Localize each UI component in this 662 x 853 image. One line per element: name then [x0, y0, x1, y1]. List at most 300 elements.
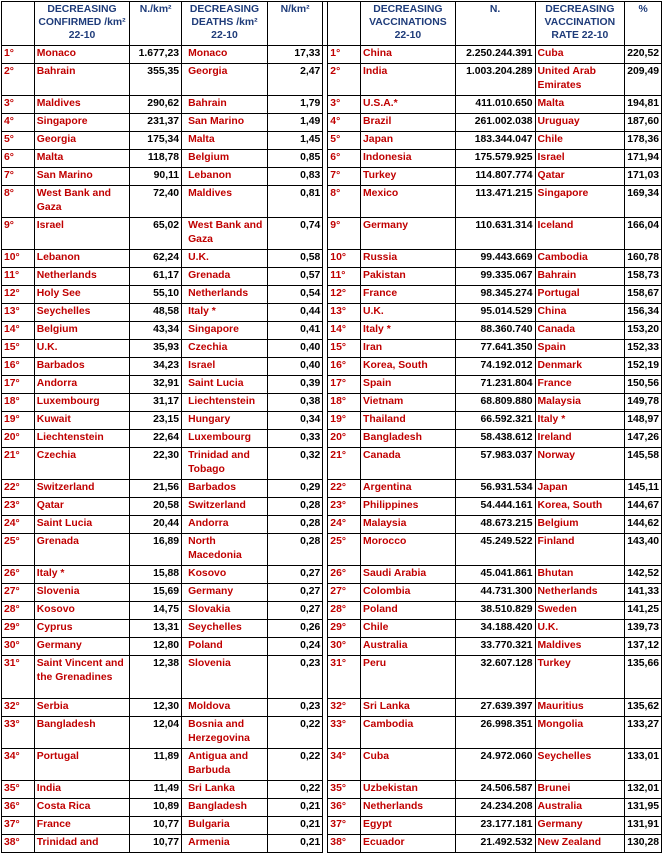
vaccinations-country: Thailand — [361, 412, 456, 430]
confirmed-value: 32,91 — [130, 376, 182, 394]
vaccinations-value: 27.639.397 — [455, 699, 535, 717]
deaths-value: 0,54 — [267, 286, 322, 304]
rank-right: 35° — [328, 781, 361, 799]
rate-value: 187,60 — [625, 114, 662, 132]
header-rank-left — [2, 2, 35, 46]
vaccinations-value: 26.998.351 — [455, 717, 535, 749]
table-row — [2, 218, 662, 250]
confirmed-value: 55,10 — [130, 286, 182, 304]
rate-value: 144,67 — [625, 498, 662, 516]
deaths-value: 0,44 — [267, 304, 322, 322]
vaccinations-value: 21.492.532 — [455, 835, 535, 853]
confirmed-value: 10,77 — [130, 817, 182, 835]
rate-value: 220,52 — [625, 46, 662, 64]
deaths-country: Hungary — [182, 412, 268, 430]
confirmed-value: 12,80 — [130, 638, 182, 656]
rate-country: Canada — [535, 322, 625, 340]
rank-right: 22° — [328, 480, 361, 498]
vaccinations-country: Iran — [361, 340, 456, 358]
vaccinations-country: Indonesia — [361, 150, 456, 168]
rank-right: 2° — [328, 64, 361, 96]
rank-left: 25° — [2, 534, 35, 566]
rate-country: Finland — [535, 534, 625, 566]
confirmed-value: 62,24 — [130, 250, 182, 268]
vaccinations-value: 1.003.204.289 — [455, 64, 535, 96]
vaccinations-country: Colombia — [361, 584, 456, 602]
confirmed-country: Luxembourg — [34, 394, 129, 412]
deaths-country: Bahrain — [182, 96, 268, 114]
table-row — [2, 268, 662, 286]
deaths-country: Switzerland — [182, 498, 268, 516]
deaths-country: Seychelles — [182, 620, 268, 638]
rate-value: 132,01 — [625, 781, 662, 799]
rank-right: 6° — [328, 150, 361, 168]
header-confirmed-unit: N./km² — [130, 2, 182, 46]
rate-country: Norway — [535, 448, 625, 480]
rate-value: 144,62 — [625, 516, 662, 534]
vaccinations-value: 56.931.534 — [455, 480, 535, 498]
vaccinations-value: 33.770.321 — [455, 638, 535, 656]
deaths-country: Liechtenstein — [182, 394, 268, 412]
deaths-value: 0,32 — [267, 448, 322, 480]
rate-value: 131,91 — [625, 817, 662, 835]
deaths-value: 0,21 — [267, 835, 322, 853]
deaths-country: U.K. — [182, 250, 268, 268]
deaths-country: Bangladesh — [182, 799, 268, 817]
table-row — [2, 114, 662, 132]
vaccinations-country: Peru — [361, 656, 456, 699]
deaths-value: 0,22 — [267, 717, 322, 749]
confirmed-value: 15,88 — [130, 566, 182, 584]
rate-value: 153,20 — [625, 322, 662, 340]
rank-left: 31° — [2, 656, 35, 699]
deaths-country: Maldives — [182, 186, 268, 218]
deaths-value: 0,81 — [267, 186, 322, 218]
rank-right: 29° — [328, 620, 361, 638]
table-row — [2, 799, 662, 817]
rate-value: 139,73 — [625, 620, 662, 638]
rank-right: 15° — [328, 340, 361, 358]
vaccinations-value: 57.983.037 — [455, 448, 535, 480]
table-row — [2, 304, 662, 322]
table-row — [2, 566, 662, 584]
rank-left: 29° — [2, 620, 35, 638]
deaths-value: 0,38 — [267, 394, 322, 412]
deaths-country: Lebanon — [182, 168, 268, 186]
deaths-value: 0,24 — [267, 638, 322, 656]
rate-value: 156,34 — [625, 304, 662, 322]
deaths-country: Luxembourg — [182, 430, 268, 448]
table-row — [2, 448, 662, 480]
rank-right: 19° — [328, 412, 361, 430]
confirmed-country: Malta — [34, 150, 129, 168]
rank-left: 9° — [2, 218, 35, 250]
rank-right: 13° — [328, 304, 361, 322]
rank-right: 33° — [328, 717, 361, 749]
header-deaths: DECREASING DEATHS /km² 22-10 — [182, 2, 268, 46]
table-row — [2, 412, 662, 430]
rank-left: 2° — [2, 64, 35, 96]
confirmed-country: Georgia — [34, 132, 129, 150]
confirmed-country: Czechia — [34, 448, 129, 480]
rate-country: France — [535, 376, 625, 394]
rate-country: Cambodia — [535, 250, 625, 268]
vaccinations-country: Vietnam — [361, 394, 456, 412]
rate-country: Japan — [535, 480, 625, 498]
table-row — [2, 340, 662, 358]
rank-left: 38° — [2, 835, 35, 853]
confirmed-country: Kosovo — [34, 602, 129, 620]
confirmed-country: Serbia — [34, 699, 129, 717]
deaths-country: Slovakia — [182, 602, 268, 620]
vaccinations-value: 24.234.208 — [455, 799, 535, 817]
deaths-value: 17,33 — [267, 46, 322, 64]
confirmed-country: Barbados — [34, 358, 129, 376]
confirmed-value: 15,69 — [130, 584, 182, 602]
rate-value: 209,49 — [625, 64, 662, 96]
rank-left: 23° — [2, 498, 35, 516]
rank-right: 10° — [328, 250, 361, 268]
rank-right: 23° — [328, 498, 361, 516]
rate-country: Ireland — [535, 430, 625, 448]
deaths-value: 0,28 — [267, 534, 322, 566]
deaths-country: Poland — [182, 638, 268, 656]
vaccinations-value: 45.249.522 — [455, 534, 535, 566]
deaths-country: Monaco — [182, 46, 268, 64]
vaccinations-value: 68.809.880 — [455, 394, 535, 412]
confirmed-value: 13,31 — [130, 620, 182, 638]
deaths-country: Sri Lanka — [182, 781, 268, 799]
rank-left: 16° — [2, 358, 35, 376]
deaths-value: 0,27 — [267, 602, 322, 620]
deaths-country: Slovenia — [182, 656, 268, 699]
confirmed-value: 35,93 — [130, 340, 182, 358]
table-row — [2, 620, 662, 638]
rank-left: 20° — [2, 430, 35, 448]
vaccinations-country: Ecuador — [361, 835, 456, 853]
deaths-country: Grenada — [182, 268, 268, 286]
rank-right: 12° — [328, 286, 361, 304]
vaccinations-value: 32.607.128 — [455, 656, 535, 699]
rank-left: 34° — [2, 749, 35, 781]
confirmed-country: Slovenia — [34, 584, 129, 602]
rank-left: 22° — [2, 480, 35, 498]
table-row — [2, 699, 662, 717]
vaccinations-country: Poland — [361, 602, 456, 620]
confirmed-value: 10,89 — [130, 799, 182, 817]
confirmed-country: West Bank and Gaza — [34, 186, 129, 218]
table-row — [2, 534, 662, 566]
deaths-value: 0,58 — [267, 250, 322, 268]
vaccinations-value: 48.673.215 — [455, 516, 535, 534]
confirmed-country: Liechtenstein — [34, 430, 129, 448]
rank-right: 5° — [328, 132, 361, 150]
vaccinations-country: France — [361, 286, 456, 304]
rank-left: 17° — [2, 376, 35, 394]
table-row — [2, 322, 662, 340]
deaths-value: 1,45 — [267, 132, 322, 150]
vaccinations-value: 66.592.321 — [455, 412, 535, 430]
header-vaccinations-unit: N. — [455, 2, 535, 46]
rate-value: 152,33 — [625, 340, 662, 358]
rank-right: 37° — [328, 817, 361, 835]
rank-right: 17° — [328, 376, 361, 394]
rate-value: 171,94 — [625, 150, 662, 168]
deaths-country: Barbados — [182, 480, 268, 498]
rate-country: China — [535, 304, 625, 322]
rank-left: 37° — [2, 817, 35, 835]
vaccinations-value: 71.231.804 — [455, 376, 535, 394]
header-rate: DECREASING VACCINATION RATE 22-10 — [535, 2, 625, 46]
deaths-value: 0,21 — [267, 799, 322, 817]
deaths-country: Bosnia and Herzegovina — [182, 717, 268, 749]
deaths-country: Germany — [182, 584, 268, 602]
rank-left: 35° — [2, 781, 35, 799]
rank-left: 10° — [2, 250, 35, 268]
rate-country: Portugal — [535, 286, 625, 304]
deaths-value: 0,83 — [267, 168, 322, 186]
vaccinations-country: Chile — [361, 620, 456, 638]
vaccinations-country: Italy * — [361, 322, 456, 340]
confirmed-value: 34,23 — [130, 358, 182, 376]
deaths-country: Saint Lucia — [182, 376, 268, 394]
deaths-country: Singapore — [182, 322, 268, 340]
rate-country: Singapore — [535, 186, 625, 218]
vaccinations-value: 175.579.925 — [455, 150, 535, 168]
confirmed-country: Israel — [34, 218, 129, 250]
header-rate-unit: % — [625, 2, 662, 46]
deaths-country: Georgia — [182, 64, 268, 96]
vaccinations-country: Germany — [361, 218, 456, 250]
confirmed-country: Kuwait — [34, 412, 129, 430]
table-row — [2, 584, 662, 602]
table-row — [2, 656, 662, 699]
rank-right: 16° — [328, 358, 361, 376]
vaccinations-country: Malaysia — [361, 516, 456, 534]
confirmed-country: Cyprus — [34, 620, 129, 638]
rate-country: United Arab Emirates — [535, 64, 625, 96]
rank-left: 19° — [2, 412, 35, 430]
rank-left: 12° — [2, 286, 35, 304]
rate-country: Malta — [535, 96, 625, 114]
confirmed-country: Holy See — [34, 286, 129, 304]
confirmed-value: 11,89 — [130, 749, 182, 781]
rank-right: 27° — [328, 584, 361, 602]
table-row — [2, 132, 662, 150]
vaccinations-value: 38.510.829 — [455, 602, 535, 620]
deaths-value: 0,74 — [267, 218, 322, 250]
rate-value: 135,66 — [625, 656, 662, 699]
header-rank-right — [328, 2, 361, 46]
confirmed-value: 72,40 — [130, 186, 182, 218]
vaccinations-country: U.K. — [361, 304, 456, 322]
deaths-country: Trinidad and Tobago — [182, 448, 268, 480]
rate-country: Turkey — [535, 656, 625, 699]
deaths-country: Andorra — [182, 516, 268, 534]
rank-left: 30° — [2, 638, 35, 656]
vaccinations-value: 58.438.612 — [455, 430, 535, 448]
rate-country: New Zealand — [535, 835, 625, 853]
confirmed-country: Bahrain — [34, 64, 129, 96]
rate-country: Italy * — [535, 412, 625, 430]
vaccinations-country: Japan — [361, 132, 456, 150]
vaccinations-country: China — [361, 46, 456, 64]
table-row — [2, 602, 662, 620]
confirmed-country: Belgium — [34, 322, 129, 340]
rank-left: 6° — [2, 150, 35, 168]
table-row — [2, 358, 662, 376]
deaths-value: 0,22 — [267, 749, 322, 781]
deaths-country: Czechia — [182, 340, 268, 358]
table-row — [2, 46, 662, 64]
confirmed-country: Saint Vincent and the Grenadines — [34, 656, 129, 699]
deaths-value: 0,29 — [267, 480, 322, 498]
vaccinations-country: Saudi Arabia — [361, 566, 456, 584]
rank-left: 33° — [2, 717, 35, 749]
rate-country: Korea, South — [535, 498, 625, 516]
deaths-country: Malta — [182, 132, 268, 150]
rank-right: 1° — [328, 46, 361, 64]
vaccinations-value: 44.731.300 — [455, 584, 535, 602]
rate-value: 130,28 — [625, 835, 662, 853]
table-row — [2, 250, 662, 268]
deaths-country: Moldova — [182, 699, 268, 717]
rate-value: 152,19 — [625, 358, 662, 376]
table-row — [2, 717, 662, 749]
rate-value: 147,26 — [625, 430, 662, 448]
confirmed-country: Singapore — [34, 114, 129, 132]
rank-right: 31° — [328, 656, 361, 699]
rate-country: Spain — [535, 340, 625, 358]
vaccinations-country: Spain — [361, 376, 456, 394]
rank-left: 21° — [2, 448, 35, 480]
rank-right: 14° — [328, 322, 361, 340]
rate-value: 149,78 — [625, 394, 662, 412]
rate-value: 135,62 — [625, 699, 662, 717]
deaths-value: 0,33 — [267, 430, 322, 448]
confirmed-value: 231,37 — [130, 114, 182, 132]
confirmed-value: 22,64 — [130, 430, 182, 448]
vaccinations-country: Netherlands — [361, 799, 456, 817]
vaccinations-country: Brazil — [361, 114, 456, 132]
confirmed-value: 16,89 — [130, 534, 182, 566]
confirmed-country: Monaco — [34, 46, 129, 64]
table-body — [2, 46, 662, 853]
rate-country: Qatar — [535, 168, 625, 186]
table-row — [2, 749, 662, 781]
rate-country: Bhutan — [535, 566, 625, 584]
rate-country: Denmark — [535, 358, 625, 376]
rate-value: 142,52 — [625, 566, 662, 584]
rate-value: 148,97 — [625, 412, 662, 430]
rank-right: 18° — [328, 394, 361, 412]
vaccinations-country: Uzbekistan — [361, 781, 456, 799]
vaccinations-value: 74.192.012 — [455, 358, 535, 376]
rank-right: 28° — [328, 602, 361, 620]
deaths-value: 0,85 — [267, 150, 322, 168]
rate-value: 141,33 — [625, 584, 662, 602]
confirmed-country: Qatar — [34, 498, 129, 516]
table-row — [2, 430, 662, 448]
table-row — [2, 835, 662, 853]
vaccinations-value: 2.250.244.391 — [455, 46, 535, 64]
confirmed-country: Lebanon — [34, 250, 129, 268]
rate-country: Cuba — [535, 46, 625, 64]
rate-country: U.K. — [535, 620, 625, 638]
vaccinations-value: 98.345.274 — [455, 286, 535, 304]
vaccinations-value: 45.041.861 — [455, 566, 535, 584]
confirmed-value: 48,58 — [130, 304, 182, 322]
confirmed-country: Seychelles — [34, 304, 129, 322]
vaccinations-country: Canada — [361, 448, 456, 480]
confirmed-country: Bangladesh — [34, 717, 129, 749]
deaths-value: 0,28 — [267, 516, 322, 534]
rate-country: Belgium — [535, 516, 625, 534]
confirmed-value: 10,77 — [130, 835, 182, 853]
table-row — [2, 817, 662, 835]
rank-right: 3° — [328, 96, 361, 114]
rate-value: 133,27 — [625, 717, 662, 749]
rank-left: 13° — [2, 304, 35, 322]
deaths-country: West Bank and Gaza — [182, 218, 268, 250]
vaccinations-country: Mexico — [361, 186, 456, 218]
rank-left: 4° — [2, 114, 35, 132]
vaccinations-value: 261.002.038 — [455, 114, 535, 132]
rank-right: 8° — [328, 186, 361, 218]
rate-value: 169,34 — [625, 186, 662, 218]
rank-left: 32° — [2, 699, 35, 717]
table-row — [2, 376, 662, 394]
deaths-value: 0,23 — [267, 656, 322, 699]
rate-value: 141,25 — [625, 602, 662, 620]
rate-value: 131,95 — [625, 799, 662, 817]
rate-value: 145,11 — [625, 480, 662, 498]
deaths-value: 0,34 — [267, 412, 322, 430]
vaccinations-value: 95.014.529 — [455, 304, 535, 322]
confirmed-country: San Marino — [34, 168, 129, 186]
confirmed-country: Maldives — [34, 96, 129, 114]
rank-right: 32° — [328, 699, 361, 717]
deaths-value: 0,39 — [267, 376, 322, 394]
vaccinations-value: 34.188.420 — [455, 620, 535, 638]
vaccinations-country: Sri Lanka — [361, 699, 456, 717]
table-row — [2, 394, 662, 412]
table-row — [2, 498, 662, 516]
vaccinations-value: 114.807.774 — [455, 168, 535, 186]
deaths-country: Italy * — [182, 304, 268, 322]
confirmed-value: 22,30 — [130, 448, 182, 480]
rank-left: 28° — [2, 602, 35, 620]
header-deaths-unit: N/km² — [267, 2, 322, 46]
confirmed-value: 43,34 — [130, 322, 182, 340]
deaths-country: San Marino — [182, 114, 268, 132]
confirmed-value: 14,75 — [130, 602, 182, 620]
confirmed-country: Trinidad and — [34, 835, 129, 853]
rank-right: 21° — [328, 448, 361, 480]
rank-left: 14° — [2, 322, 35, 340]
rate-country: Australia — [535, 799, 625, 817]
rank-right: 20° — [328, 430, 361, 448]
rank-left: 11° — [2, 268, 35, 286]
deaths-value: 0,40 — [267, 358, 322, 376]
rate-country: Mauritius — [535, 699, 625, 717]
rate-country: Chile — [535, 132, 625, 150]
confirmed-value: 355,35 — [130, 64, 182, 96]
deaths-value: 0,57 — [267, 268, 322, 286]
rate-value: 166,04 — [625, 218, 662, 250]
rate-country: Seychelles — [535, 749, 625, 781]
table-row — [2, 286, 662, 304]
